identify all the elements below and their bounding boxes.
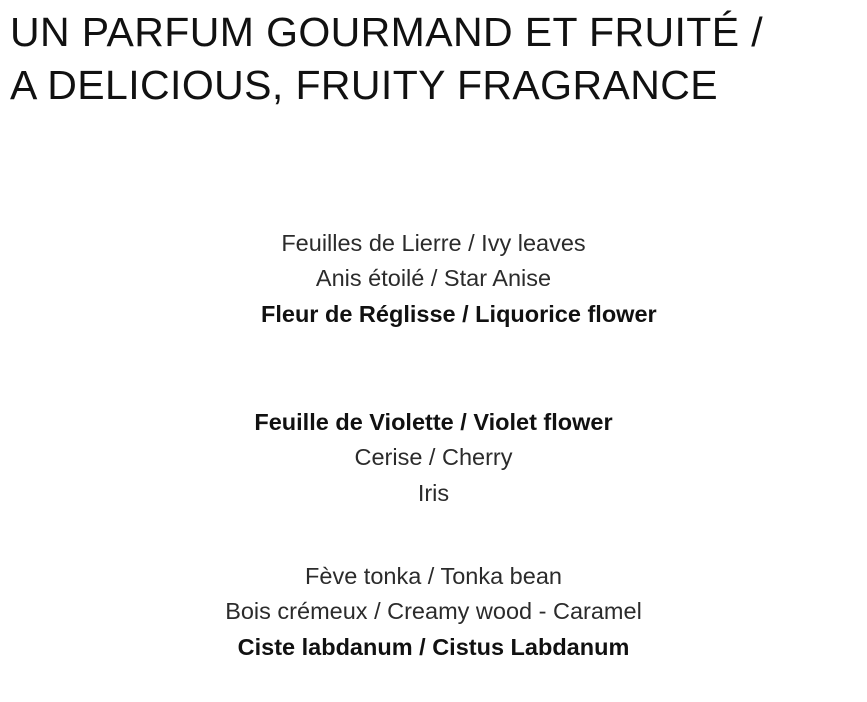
- note-item: Fleur de Réglisse / Liquorice flower: [261, 300, 657, 327]
- note-item: Bois crémeux / Creamy wood - Caramel: [225, 598, 642, 625]
- page-title: [0, 0, 867, 113]
- pyramid-tier-top-notes: [261, 170, 657, 366]
- note-item: Cerise / Cherry: [354, 444, 513, 471]
- note-item: Feuille de Violette / Violet flower: [254, 409, 613, 435]
- heart-notes-text: [197, 405, 670, 511]
- pyramid-tier-heart-notes: [197, 375, 670, 528]
- note-item: Iris: [417, 479, 450, 506]
- page-title-line-1: UN PARFUM GOURMAND ET FRUITÉ /: [10, 9, 764, 55]
- note-item: Anis étoilé / Star Anise: [315, 265, 552, 292]
- base-notes-text: [139, 559, 728, 665]
- pyramid-tier-base-notes: [139, 542, 728, 686]
- top-notes-text: [261, 226, 657, 332]
- fragrance-pyramid: [0, 150, 867, 702]
- note-item: Ciste labdanum / Cistus Labdanum: [237, 633, 630, 660]
- note-item: Fève tonka / Tonka bean: [305, 563, 562, 589]
- page-title-line-2: A DELICIOUS, FRUITY FRAGRANCE: [10, 62, 718, 109]
- note-item: Feuilles de Lierre / Ivy leaves: [281, 230, 586, 256]
